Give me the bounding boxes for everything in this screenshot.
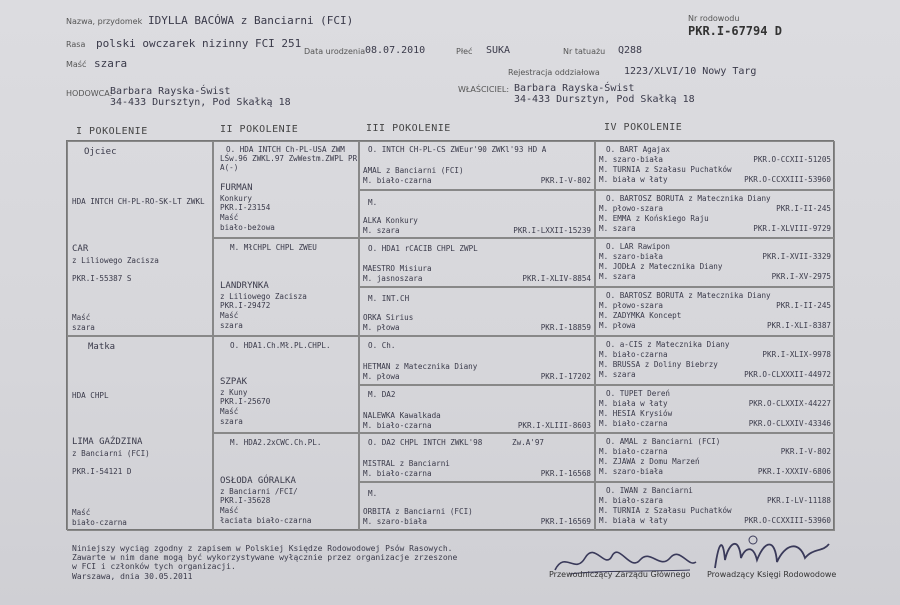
owner-address: 34-433 Dursztyn, Pod Skałką 18 [514,94,695,105]
gen3-reg: PKR.I-XLIII-8603 [517,421,591,430]
gen2-cell [213,433,359,531]
gen2-reg: PKR.I-35628 [220,496,271,505]
gen3-color: M. szaro-biała [363,517,428,526]
gen4-cell [595,190,835,238]
gen3-reg: PKR.I-LXXII-15239 [513,226,591,235]
color-value: szara [94,57,128,70]
gen2-titles: O. HDA1.Ch.Mł.PL.CHPL. [230,341,331,350]
gen4-sire-reg: PKR.O-CLXXIX-44227 [748,399,831,408]
gen3-titles: O. HDA1 rCACIB CHPL ZWPL [368,244,478,253]
gen3-color: M. jasnoszara [363,274,423,283]
gen4-sire-color: M. szaro-biała [599,155,664,164]
gen3-reg: PKR.I-16568 [540,469,591,478]
mother-kennel: z Banciarni (FCI) [72,449,150,458]
gen2-color-label: Maść [220,311,239,320]
gen4-sire: O. IWAN z Banciarni [606,486,693,495]
gen2-cell [213,141,359,238]
gen4-dam-reg: PKR.O-CCXXIII-53960 [744,516,831,525]
gen3-name: NALEWKA Kawalkada [363,411,441,420]
gen4-dam-reg: PKR.O-CCXXIII-53960 [744,175,831,184]
gen3-name: HETMAN z Matecznika Diany [363,362,478,371]
gen3-titles-right: Zw.A'97 [512,438,545,447]
gen3-cell [359,433,595,482]
pedigree-number-label: Nr rodowodu [688,14,740,23]
owner-name: Barbara Rayska-Świst [514,83,635,94]
gen4-dam-reg: PKR.I-XLI-8387 [766,321,831,330]
gen4-cell [595,433,835,482]
gen3-titles: O. INTCH CH-PL-CS ZWEur'90 ZWKl'93 HD A [368,145,547,154]
gen2-reg: PKR.I-25670 [220,397,271,406]
gen3-name: MAESTRO Misiura [363,264,432,273]
gen4-dam: M. ZJAWA z Domu Marzeń [599,457,700,466]
gen4-dam-color: M. biała w łaty [599,175,668,184]
gen4-sire-reg: PKR.O-CCXII-51205 [753,155,831,164]
footer-date: Warszawa, dnia 30.05.2011 [72,572,193,581]
gen3-color: M. szara [363,226,400,235]
gen3-reg: PKR.I-16569 [540,517,591,526]
dob-label: Data urodzenia [304,47,366,56]
name-value: IDYLLA BACÓWA z Banciarni (FCI) [148,14,354,27]
gen4-sire-color: M. biało-czarna [599,447,668,456]
gen3-cell [359,141,595,190]
gen2-cell [213,238,359,336]
gen3-titles: O. Ch. [368,341,396,350]
gen4-sire: O. LAR Rawipon [606,242,671,251]
gen2-name: FURMAN [220,183,253,193]
gen4-dam-color: M. płowa [599,321,636,330]
gen4-dam-color: M. szara [599,370,636,379]
registration-value: 1223/XLVI/10 Nowy Targ [624,66,757,77]
gen2-kennel: z Banciarni /FCI/ [220,487,298,496]
gen4-cell [595,287,835,336]
gen4-sire-color: M. szaro-biała [599,252,664,261]
signature-1-label: Przewodniczący Zarządu Głównego [549,570,691,579]
breeder-label: HODOWCA: [66,89,113,98]
gen3-cell [359,287,595,336]
sex-label: Płeć [456,47,473,56]
breeder-address: 34-433 Dursztyn, Pod Skałką 18 [110,97,291,108]
gen3-titles: M. DA2 [368,390,396,399]
registration-label: Rejestracja oddziałowa [508,68,600,77]
gen4-cell [595,385,835,433]
color-label: Maść [66,60,87,69]
gen3-cell [359,190,595,238]
gen4-sire-reg: PKR.I-XVII-3329 [762,252,831,261]
gen4-sire-color: M. płowo-szara [599,204,664,213]
gen2-color: szara [220,321,243,330]
mother-color: biało-czarna [72,518,127,527]
gen3-cell [359,336,595,385]
gen4-dam: M. HESIA Krysiów [599,409,673,418]
gen4-sire-reg: PKR.I-II-245 [776,204,831,213]
mother-reg: PKR.I-54121 D [72,467,132,476]
breeder-name: Barbara Rayska-Świst [110,86,231,97]
gen2-kennel: Konkury [220,194,253,203]
gen2-titles: M. MłCHPL CHPL ZWEU [230,243,317,252]
gen2-name: OSŁODA GÓRALKA [220,476,296,486]
gen3-color: M. biało-czarna [363,421,432,430]
gen3-color: M. biało-czarna [363,469,432,478]
gen3-name: ORKA Sirius [363,313,414,322]
gen4-sire-color: M. płowo-szara [599,301,664,310]
gen2-color: szara [220,417,243,426]
mother-color-label: Maść [72,508,91,517]
pedigree-number-value: PKR.I-67794 D [688,24,782,38]
gen2-color-label: Maść [220,506,239,515]
father-color-label: Maść [72,313,91,322]
gen3-cell [359,385,595,433]
gen1-header: I POKOLENIE [76,126,148,137]
gen4-dam: M. TURNIA z Szałasu Puchatków [599,165,732,174]
gen4-sire: O. AMAL z Banciarni (FCI) [606,437,721,446]
signature-2 [705,530,835,575]
breed-label: Rasa [66,40,86,49]
gen3-reg: PKR.I-17202 [540,372,591,381]
gen2-titles: O. HDA INTCH Ch-PL-USA ZWM [226,145,345,154]
gen3-name: ORBITA z Banciarni (FCI) [363,507,473,516]
gen2-color: biało-beżowa [220,223,275,232]
gen3-cell [359,482,595,531]
gen3-color: M. biało-czarna [363,176,432,185]
gen4-sire-color: M. biało-czarna [599,350,668,359]
gen1-mother-cell [67,336,213,531]
gen4-header: IV POKOLENIE [604,122,683,133]
gen4-cell [595,482,835,531]
footer-note-line1: Niniejszy wyciąg zgodny z zapisem w Polskiej Księdze Rodowodowej Psów Rasowych. [72,544,453,553]
gen4-sire-reg: PKR.I-II-245 [776,301,831,310]
gen3-reg: PKR.I-V-802 [540,176,591,185]
footer-note-line3: w FCI i członków tych organizacji. [72,562,236,571]
gen4-dam: M. EMMA z Końskiego Raju [599,214,709,223]
gen4-sire-reg: PKR.I-XLIX-9978 [762,350,831,359]
tattoo-value: Q288 [618,45,643,56]
gen2-reg: PKR.I-23154 [220,203,271,212]
gen2-color-label: Maść [220,213,239,222]
gen4-dam-color: M. szaro-biała [599,467,664,476]
gen4-dam-reg: PKR.I-XV-2975 [771,272,831,281]
gen4-dam-color: M. biała w łaty [599,516,668,525]
gen4-cell [595,141,835,190]
gen3-name: MISTRAL z Banciarni [363,459,450,468]
name-label: Nazwa, przydomek [66,17,143,26]
gen3-titles: O. DA2 CHPL INTCH ZWKL'98 [368,438,483,447]
gen4-dam: M. TURNIA z Szałasu Puchatków [599,506,732,515]
sex-value: SUKA [486,45,511,56]
gen4-sire-color: M. biało-szara [599,496,664,505]
dob-value: 08.07.2010 [365,45,426,56]
gen4-sire: O. BARTOSZ BORUTA z Matecznika Diany [606,291,771,300]
gen4-dam-reg: PKR.O-CLXXXII-44972 [744,370,831,379]
gen4-cell [595,238,835,287]
tattoo-label: Nr tatuażu [563,47,606,56]
gen4-sire: O. TUPET Dereń [606,389,671,398]
gen3-titles: M. [368,489,378,498]
gen3-cell [359,238,595,287]
father-kennel: z Liliowego Zacisza [72,256,159,265]
gen4-sire: O. BARTOSZ BORUTA z Matecznika Diany [606,194,771,203]
gen2-reg: PKR.I-29472 [220,301,271,310]
footer-note-line2: Zawarte w nim dane mogą być wykorzystywane wyłącznie przez organizacje zrzeszone [72,553,458,562]
gen3-color: M. płowa [363,372,400,381]
gen3-name: AMAL z Banciarni (FCI) [363,166,464,175]
gen2-titles: M. HDA2.2xCWC.Ch.PL. [230,438,322,447]
father-label: Ojciec [84,147,117,157]
father-reg: PKR.I-55387 S [72,274,132,283]
gen3-color: M. płowa [363,323,400,332]
gen4-dam-reg: PKR.I-XLVIII-9729 [753,224,831,233]
breed-value: polski owczarek nizinny FCI 251 [96,37,302,50]
gen2-titles3: A(-) [220,163,239,172]
father-color: szara [72,323,95,332]
gen2-name: SZPAK [220,377,248,387]
gen4-sire-reg: PKR.I-V-802 [780,447,831,456]
gen2-titles2: LŚw.96 ZWKL.97 ZwWestm.ZWPL PR [220,154,358,163]
gen3-titles: M. INT.CH [368,294,410,303]
gen4-sire: O. BART Agajax [606,145,671,154]
gen4-sire: O. a-CIS z Matecznika Diany [606,340,730,349]
gen3-reg: PKR.I-18859 [540,323,591,332]
mother-name: LIMA GAŹDZINA [72,437,143,447]
gen3-name: ALKA Konkury [363,216,418,225]
owner-label: WŁAŚCICIEL: [458,85,510,94]
gen4-cell [595,336,835,385]
gen2-kennel: z Kuny [220,388,248,397]
father-name: CAR [72,244,89,254]
gen3-reg: PKR.I-XLIV-8854 [522,274,591,283]
gen4-dam-color: M. biało-czarna [599,419,668,428]
gen4-dam: M. ZADYMKA Koncept [599,311,682,320]
gen4-dam: M. JODŁA z Matecznika Diany [599,262,723,271]
signature-2-label: Prowadzący Księgi Rodowodowe [707,570,837,579]
mother-label: Matka [88,342,116,352]
gen2-kennel: z Liliowego Zacisza [220,292,307,301]
gen2-header: II POKOLENIE [220,124,299,135]
gen4-dam-color: M. szara [599,272,636,281]
gen2-cell [213,336,359,433]
gen4-dam: M. BRUSSA z Doliny Biebrzy [599,360,718,369]
gen4-sire-color: M. biała w łaty [599,399,668,408]
mother-titles: HDA CHPL [72,391,109,400]
gen2-color-label: Maść [220,407,239,416]
gen2-color: łaciata biało-czarna [220,516,312,525]
gen1-father-cell [67,141,213,336]
father-titles: HDA INTCH CH-PL-RO-SK-LT ZWKL [72,197,205,206]
gen4-dam-color: M. szara [599,224,636,233]
gen4-sire-reg: PKR.I-LV-11188 [766,496,831,505]
gen3-header: III POKOLENIE [366,123,451,134]
pedigree-grid [66,140,834,530]
gen4-dam-reg: PKR.O-CLXXIV-43346 [748,419,831,428]
gen3-titles: M. [368,198,378,207]
gen2-name: LANDRYNKA [220,281,269,291]
gen4-dam-reg: PKR.I-XXXIV-6806 [757,467,831,476]
